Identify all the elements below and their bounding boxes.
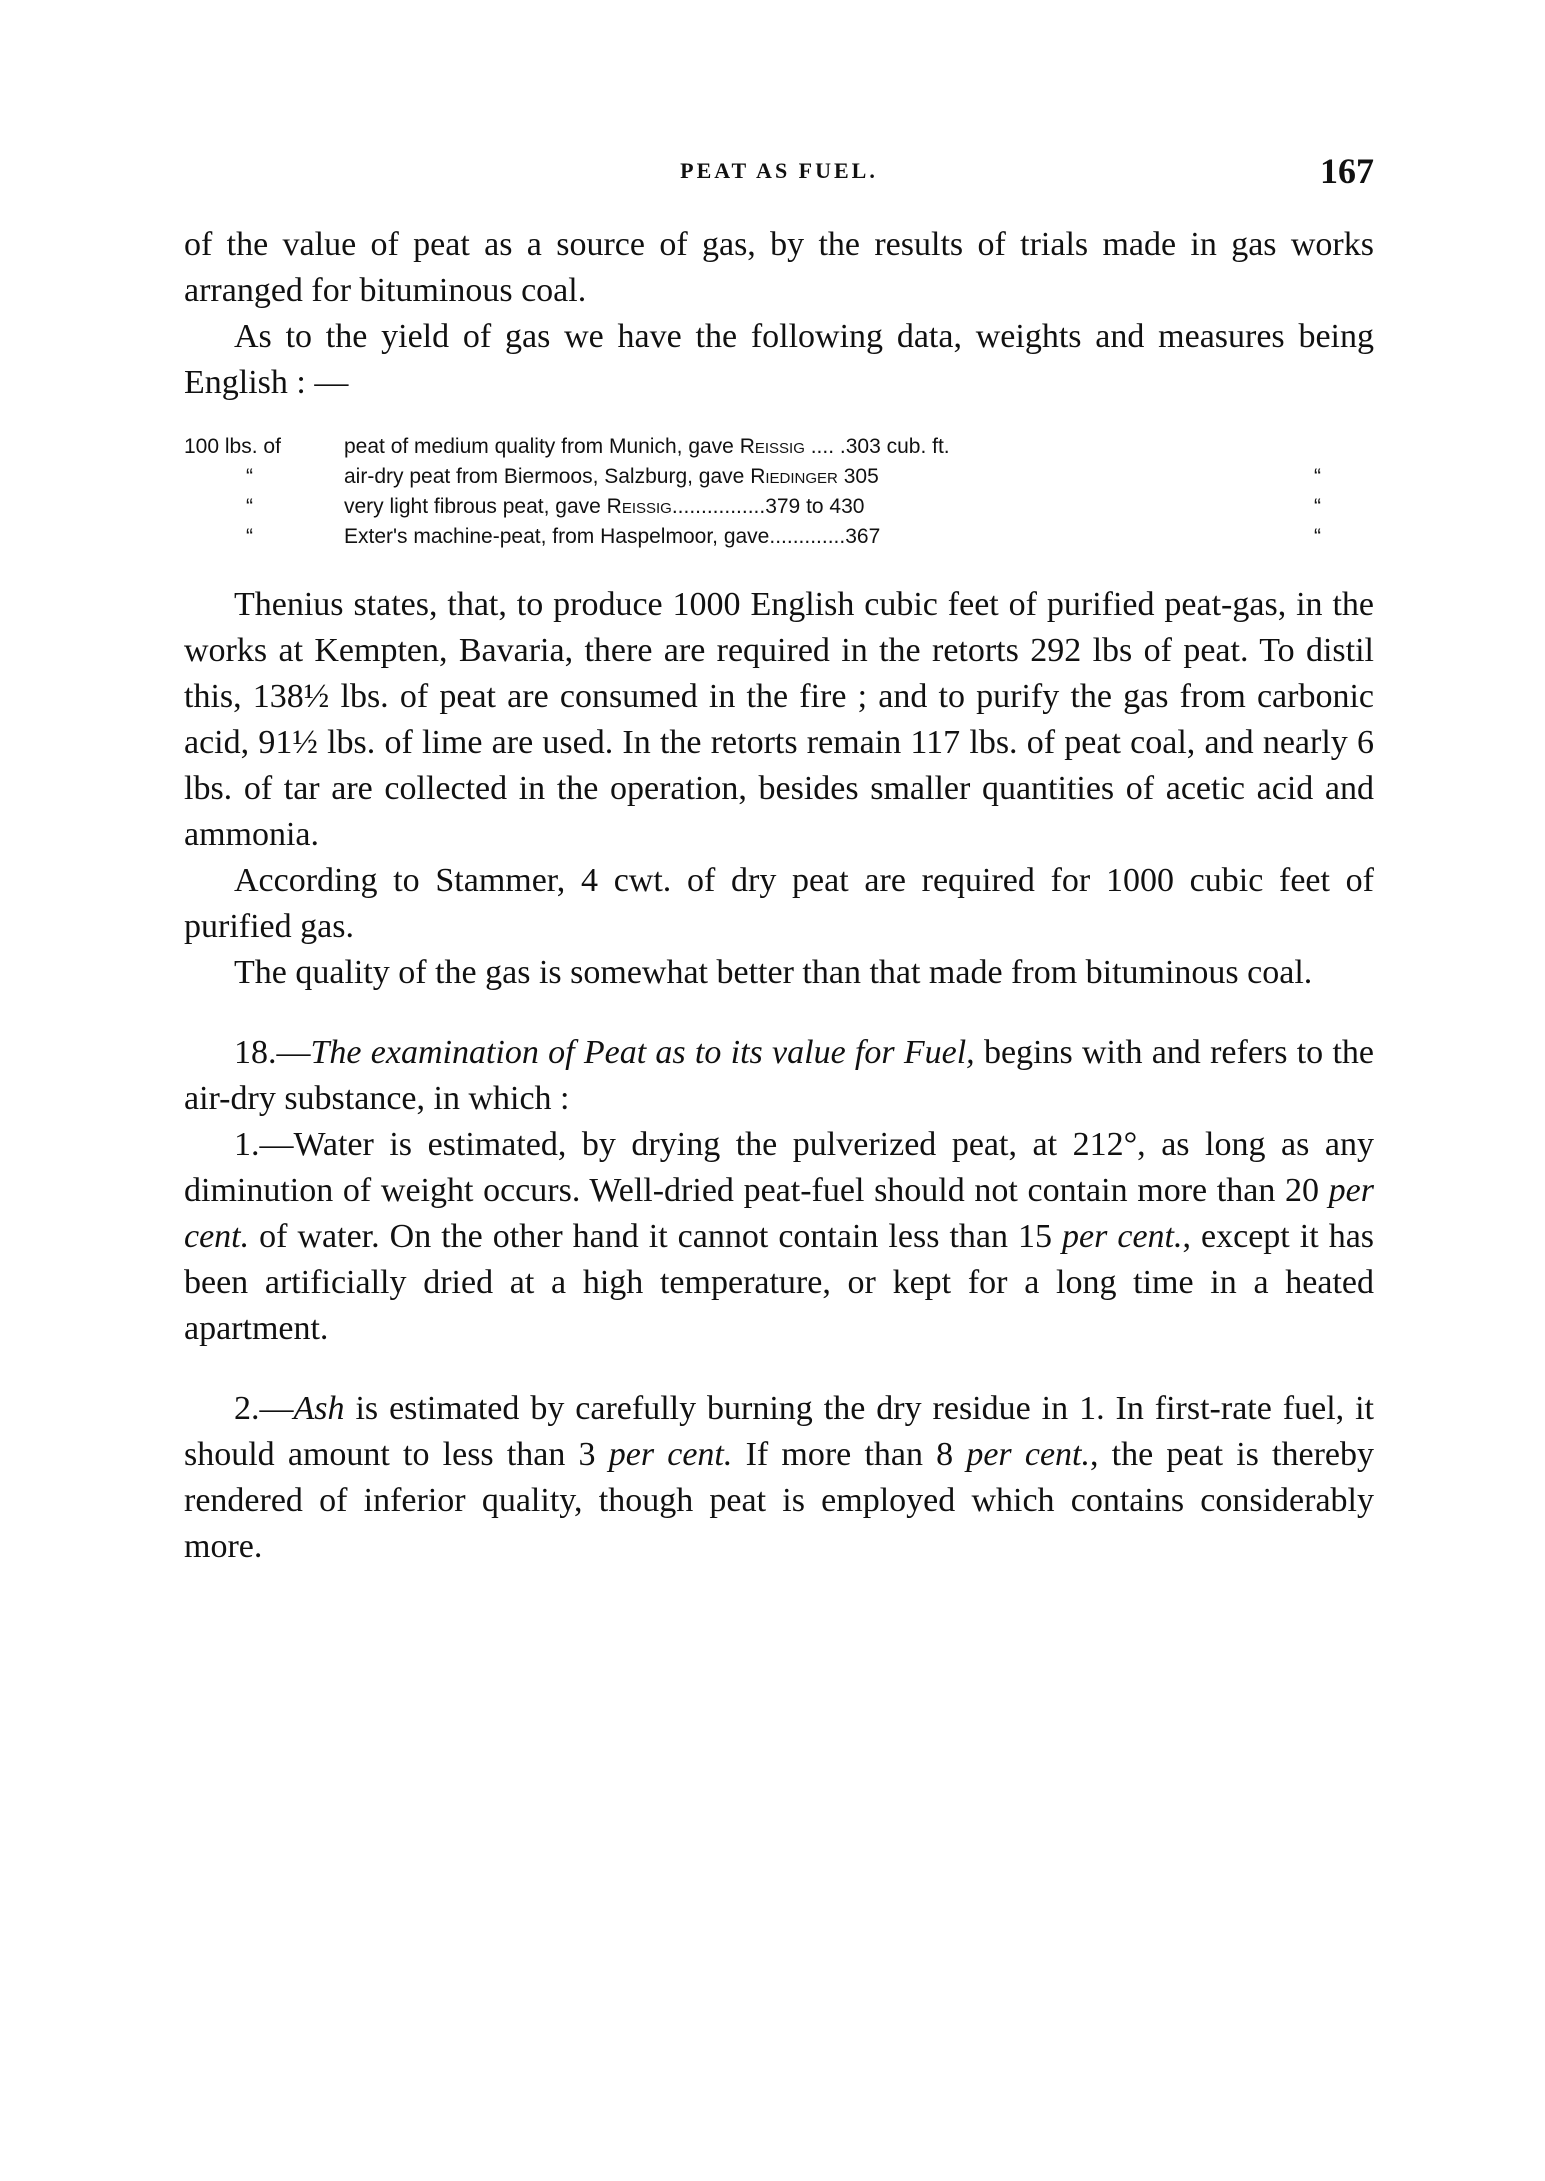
row-lead: “ (246, 525, 253, 548)
row-description: peat of medium quality from Munich, gave Reissig .... .303 cub. ft. (344, 435, 950, 458)
paragraph-continuation: of the value of peat as a source of gas, by the results of trials made in gas works arranged for bituminous coal. (184, 226, 1374, 309)
table-row (184, 522, 1374, 552)
row-description: Exter's machine-peat, from Haspelmoor, gave.............367 (344, 525, 881, 548)
paragraph-gas-quality: The quality of the gas is somewhat better than that made from bituminous coal. (234, 954, 1313, 991)
row-lead: 100 lbs. of (184, 435, 281, 458)
page-header (184, 150, 1374, 194)
row-ditto: “ (1314, 525, 1321, 548)
paragraph-thenius: Thenius states, that, to produce 1000 English cubic feet of purified peat-gas, in the works at Kempten, Bavaria, there are required in the retorts 292 lbs of peat. To distil this, 138½ lbs. of peat are consumed in the fire ; and to purify the gas from carbonic acid, 91½ lbs. of lime are used. In the retorts remain 117 lbs. of peat coal, and nearly 6 lbs. of tar are collected in the operation, besides smaller quantities of acetic acid and ammonia. (184, 586, 1374, 853)
paragraph-section-18: 18.—The examination of Peat as to its value for Fuel, begins with and refers to the air-dry substance, in which : (184, 1034, 1374, 1117)
row-lead: “ (246, 465, 253, 488)
table-row (184, 492, 1374, 522)
table-row (184, 432, 1374, 462)
row-ditto: “ (1314, 465, 1321, 488)
row-description: air-dry peat from Biermoos, Salzburg, gave Riedinger 305 (344, 465, 879, 488)
paragraph-water: 1.—Water is estimated, by drying the pulverized peat, at 212°, as long as any diminution of weight occurs. Well-dried peat-fuel should not contain more than 20 per cent. of water. On the other hand it cannot contain less than 15 per cent., except it has been artificially dried at a high temperature, or kept for a long time in a heated apartment. (184, 1126, 1375, 1347)
row-ditto: “ (1314, 495, 1321, 518)
paragraph-stammer: According to Stammer, 4 cwt. of dry peat are required for 1000 cubic feet of purified gas. (184, 862, 1374, 945)
row-description: very light fibrous peat, gave Reissig................379 to 430 (344, 495, 865, 518)
row-lead: “ (246, 495, 253, 518)
gas-yield-table (184, 432, 1374, 552)
paragraph-ash: 2.—Ash is estimated by carefully burning the dry residue in 1. In first-rate fuel, it should amount to less than 3 per cent. If more than 8 per cent., the peat is thereby rendered of inferior quality, though peat is employed which contains considerably more. (184, 1390, 1375, 1565)
paragraph-gas-yield-intro: As to the yield of gas we have the following data, weights and measures being English : — (184, 318, 1374, 401)
book-page (184, 150, 1374, 1570)
running-head: PEAT AS FUEL. (680, 158, 878, 183)
table-row (184, 462, 1374, 492)
page-number: 167 (1320, 151, 1374, 191)
